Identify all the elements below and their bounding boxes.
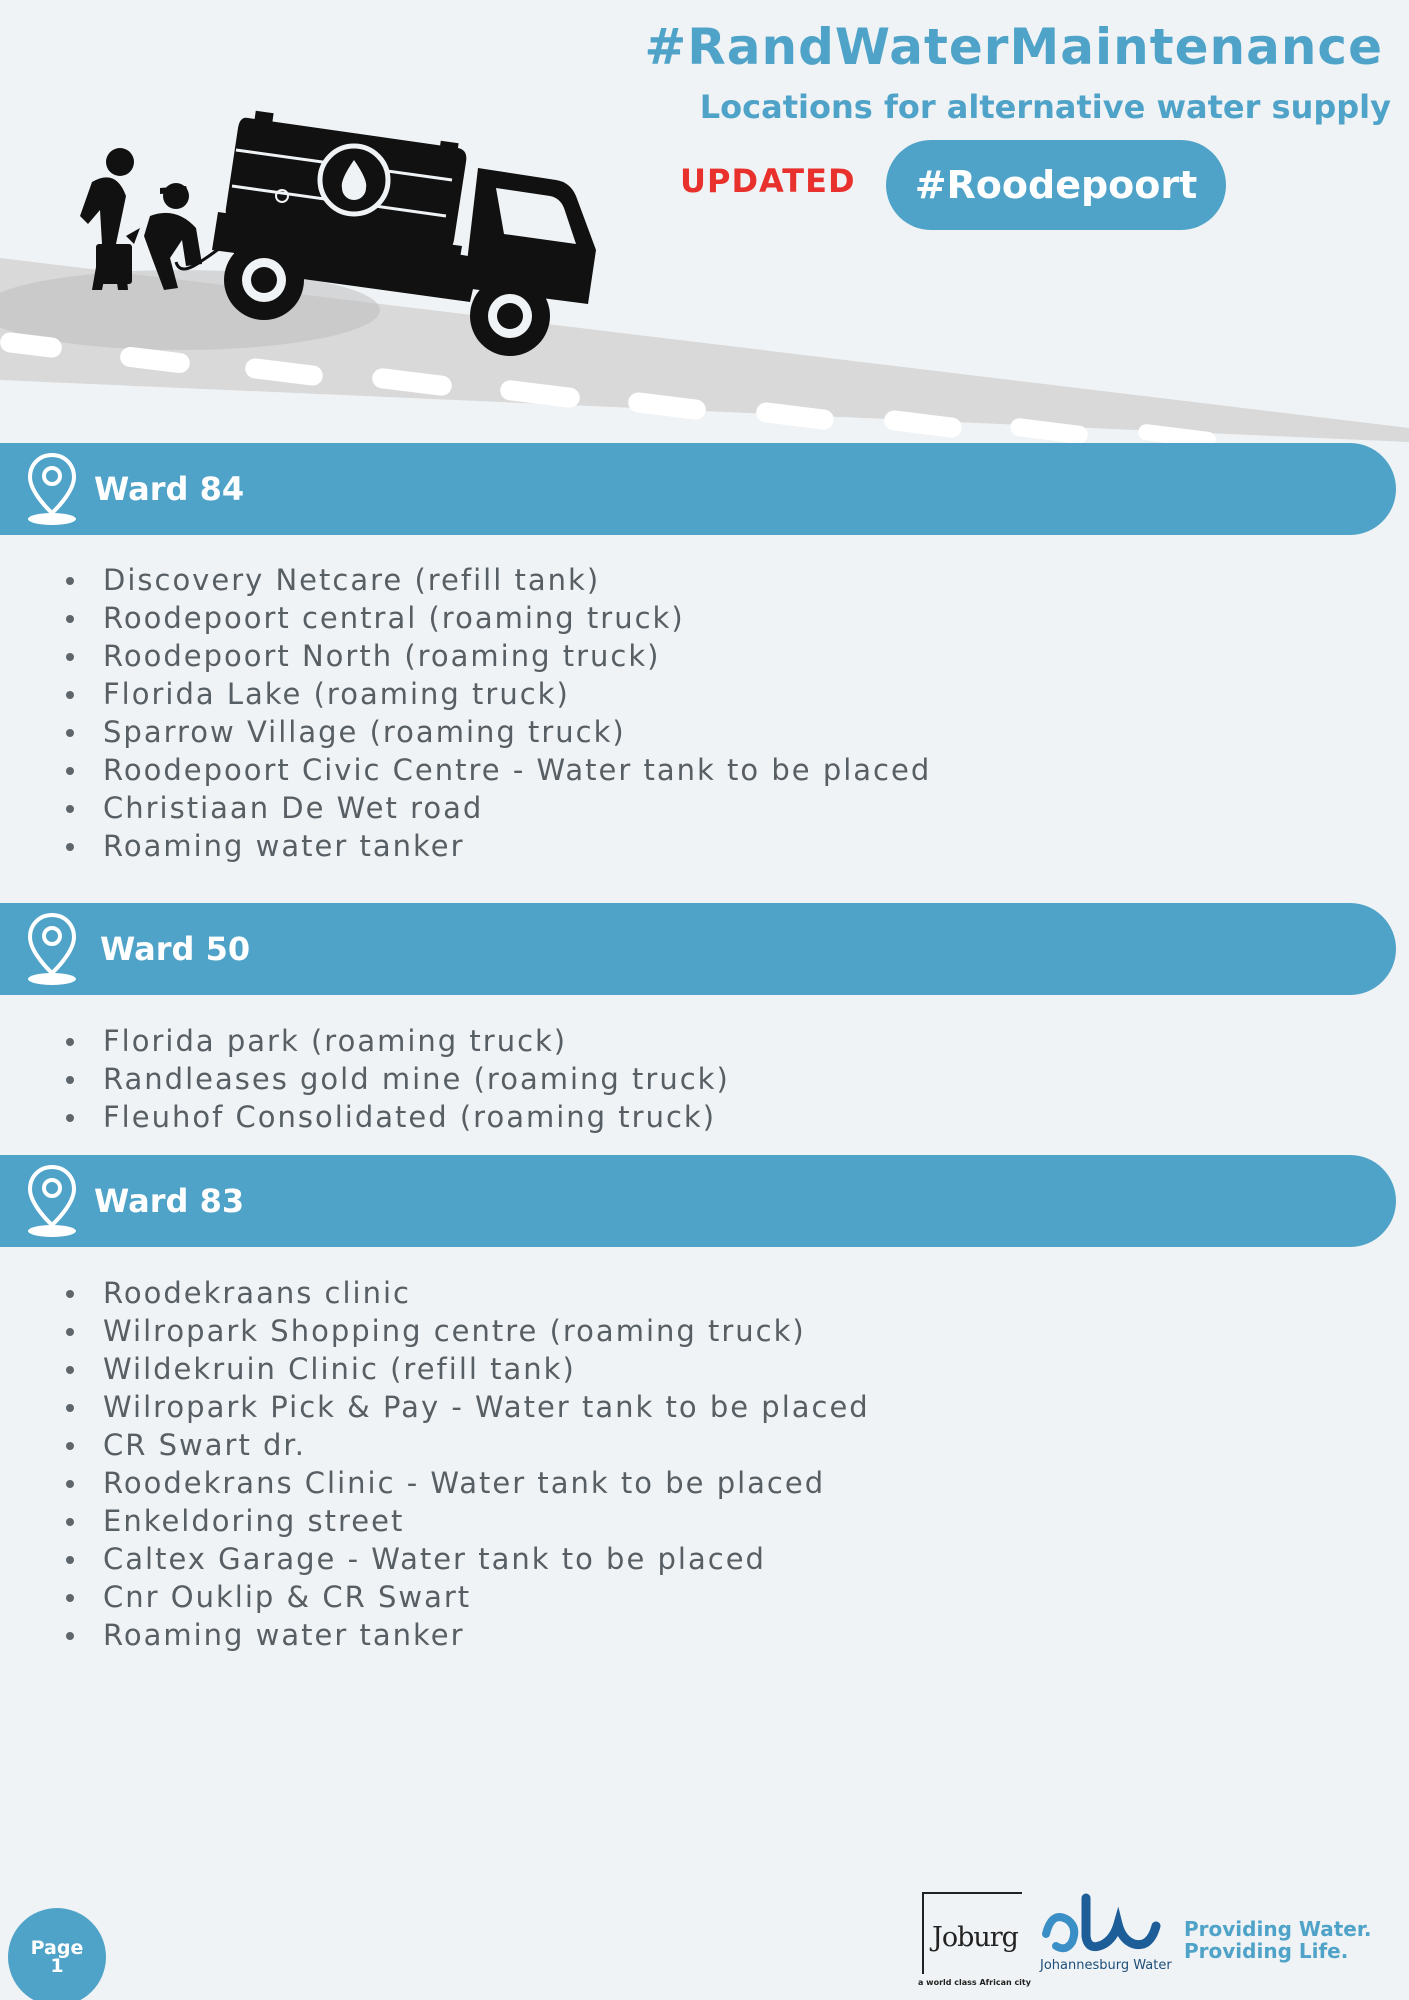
joburg-logo-text: Joburg	[932, 1922, 1018, 1953]
list-item: Randleases gold mine (roaming truck)	[62, 1060, 730, 1098]
page-number-badge	[8, 1908, 106, 2000]
list-item: Florida park (roaming truck)	[62, 1022, 730, 1060]
list-item: CR Swart dr.	[62, 1426, 870, 1464]
ward-50-title: Ward 50	[100, 930, 251, 968]
area-tag-text: #Roodepoort	[914, 163, 1198, 207]
page-title: #RandWaterMaintenance	[644, 18, 1383, 76]
list-item: Roodepoort central (roaming truck)	[62, 599, 931, 637]
list-item: Florida Lake (roaming truck)	[62, 675, 931, 713]
slogan-line-1: Providing Water.	[1184, 1917, 1372, 1941]
updated-label: UPDATED	[680, 162, 856, 200]
list-item: Sparrow Village (roaming truck)	[62, 713, 931, 751]
list-item: Caltex Garage - Water tank to be placed	[62, 1540, 870, 1578]
location-pin-icon	[20, 1161, 84, 1241]
list-item: Roodepoort Civic Centre - Water tank to be placed	[62, 751, 931, 789]
list-item: Wilropark Shopping centre (roaming truck)	[62, 1312, 870, 1350]
ward-50-header	[0, 903, 1396, 995]
list-item: Roaming water tanker	[62, 827, 931, 865]
ward-84-title: Ward 84	[94, 470, 245, 508]
list-item: Enkeldoring street	[62, 1502, 870, 1540]
page-label: Page	[30, 1937, 84, 1959]
list-item: Discovery Netcare (refill tank)	[62, 561, 931, 599]
page-subtitle: Locations for alternative water supply	[699, 88, 1391, 126]
ward-83-location-list	[62, 1274, 870, 1654]
ward-84-location-list	[62, 561, 931, 865]
water-drop-icon	[320, 146, 388, 214]
jw-name: Johannesburg Water	[1040, 1958, 1172, 1973]
ward-83-header	[0, 1155, 1396, 1247]
list-item: Wilropark Pick & Pay - Water tank to be placed	[62, 1388, 870, 1426]
page-number: 1	[50, 1955, 64, 1977]
ward-50-location-list	[62, 1022, 730, 1136]
ward-84-header	[0, 443, 1396, 535]
list-item: Roodekrans Clinic - Water tank to be placed	[62, 1464, 870, 1502]
list-item: Cnr Ouklip & CR Swart	[62, 1578, 870, 1616]
list-item: Roaming water tanker	[62, 1616, 870, 1654]
list-item: Roodekraans clinic	[62, 1274, 870, 1312]
slogan	[1184, 1918, 1371, 1962]
location-pin-icon	[20, 449, 84, 529]
list-item: Wildekruin Clinic (refill tank)	[62, 1350, 870, 1388]
footer-logos	[916, 1888, 1386, 1993]
list-item: Christiaan De Wet road	[62, 789, 931, 827]
slogan-line-2: Providing Life.	[1184, 1939, 1349, 1963]
location-pin-icon	[20, 909, 84, 989]
ward-83-title: Ward 83	[94, 1182, 245, 1220]
list-item: Fleuhof Consolidated (roaming truck)	[62, 1098, 730, 1136]
area-tag-pill	[886, 140, 1226, 230]
list-item: Roodepoort North (roaming truck)	[62, 637, 931, 675]
joburg-tagline: a world class African city	[918, 1978, 1031, 1987]
johannesburg-water-logo-icon	[1038, 1890, 1168, 1960]
